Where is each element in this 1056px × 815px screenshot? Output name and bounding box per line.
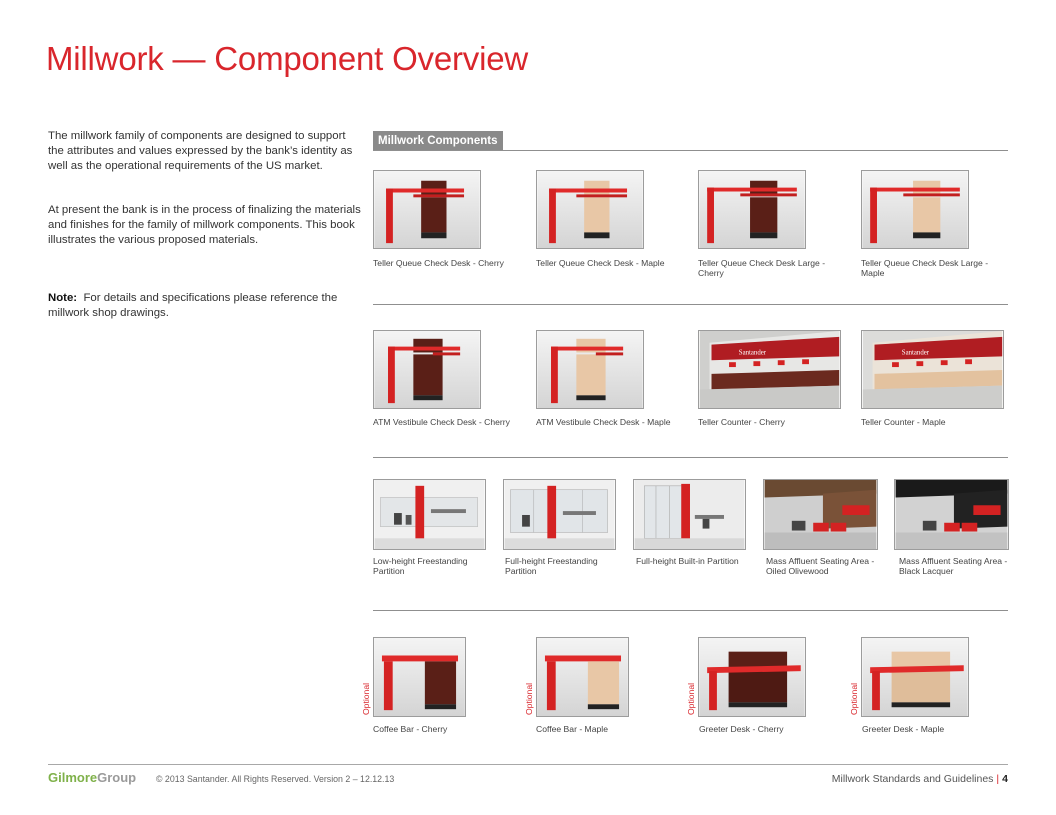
optional-tag: Optional xyxy=(686,682,696,715)
seating-area-olivewood-image xyxy=(763,479,878,550)
coffee-bar-cherry-image xyxy=(373,637,466,717)
coffee-bar-maple-image xyxy=(536,637,629,717)
full-height-built-in-partition-image xyxy=(633,479,746,550)
optional-tag: Optional xyxy=(849,682,859,715)
caption: Greeter Desk - Maple xyxy=(862,724,945,734)
teller-queue-desk-large-maple-image xyxy=(861,170,969,249)
caption: ATM Vestibule Check Desk - Cherry xyxy=(373,417,510,427)
caption: ATM Vestibule Check Desk - Maple xyxy=(536,417,671,427)
gilmore-group-logo: GilmoreGroup xyxy=(48,770,137,785)
copyright-text: © 2013 Santander. All Rights Reserved. Version 2 – 12.12.13 xyxy=(156,774,395,784)
caption: Coffee Bar - Maple xyxy=(536,724,608,734)
caption: Coffee Bar - Cherry xyxy=(373,724,448,734)
page-title: Millwork — Component Overview xyxy=(46,40,528,77)
teller-counter-cherry-image xyxy=(698,330,841,409)
sign-text: Santander xyxy=(738,349,767,357)
caption: Teller Queue Check Desk Large - Maple xyxy=(861,258,989,279)
caption: Teller Queue Check Desk Large - Cherry xyxy=(698,258,826,279)
teller-counter-maple-image xyxy=(861,330,1004,409)
optional-tag: Optional xyxy=(524,682,534,715)
low-height-partition-image xyxy=(373,479,486,550)
teller-queue-desk-large-cherry-image xyxy=(698,170,806,249)
row-divider xyxy=(373,610,1008,611)
teller-queue-desk-maple-image xyxy=(536,170,644,249)
caption: Mass Affluent Seating Area - Oiled Olivewood xyxy=(766,556,875,577)
caption: Low-height Freestanding Partition xyxy=(373,556,468,577)
sign-text: Santander xyxy=(901,349,930,357)
caption: Full-height Built-in Partition xyxy=(636,556,739,566)
footer-rule xyxy=(48,764,1008,765)
caption: Teller Queue Check Desk - Cherry xyxy=(373,258,504,268)
page-number: 4 xyxy=(1002,773,1008,785)
row-divider xyxy=(373,457,1008,458)
greeter-desk-cherry-image xyxy=(698,637,806,717)
atm-vestibule-desk-cherry-image xyxy=(373,330,481,409)
row-divider xyxy=(373,304,1008,305)
intro-paragraph-1: The millwork family of components are designed to support the attributes and values expressed by the bank’s identity as well as the operational requirements of the US market. xyxy=(48,130,353,172)
footer-separator: | xyxy=(996,773,1000,785)
section-label: Millwork Components xyxy=(373,131,503,151)
caption: Teller Counter - Maple xyxy=(861,417,946,427)
section-rule xyxy=(373,150,1008,151)
note-paragraph xyxy=(48,291,363,321)
footer-doc-title xyxy=(832,773,1008,785)
caption: Teller Counter - Cherry xyxy=(698,417,785,427)
teller-queue-desk-cherry-image xyxy=(373,170,481,249)
optional-tag: Optional xyxy=(361,682,371,715)
caption: Mass Affluent Seating Area - Black Lacquer xyxy=(899,556,1008,577)
caption: Full-height Freestanding Partition xyxy=(505,556,598,577)
seating-area-black-lacquer-image xyxy=(894,479,1009,550)
caption: Greeter Desk - Cherry xyxy=(699,724,784,734)
greeter-desk-maple-image xyxy=(861,637,969,717)
note-label: Note: xyxy=(48,292,78,304)
atm-vestibule-desk-maple-image xyxy=(536,330,644,409)
intro-paragraph-2: At present the bank is in the process of finalizing the materials and finishes for the family of millwork components. This book illustrates the various proposed materials. xyxy=(48,204,361,246)
full-height-freestanding-partition-image xyxy=(503,479,616,550)
doc-title: Millwork Standards and Guidelines xyxy=(831,773,994,785)
caption: Teller Queue Check Desk - Maple xyxy=(536,258,665,268)
note-text: For details and specifications please reference the millwork shop drawings. xyxy=(48,292,338,319)
